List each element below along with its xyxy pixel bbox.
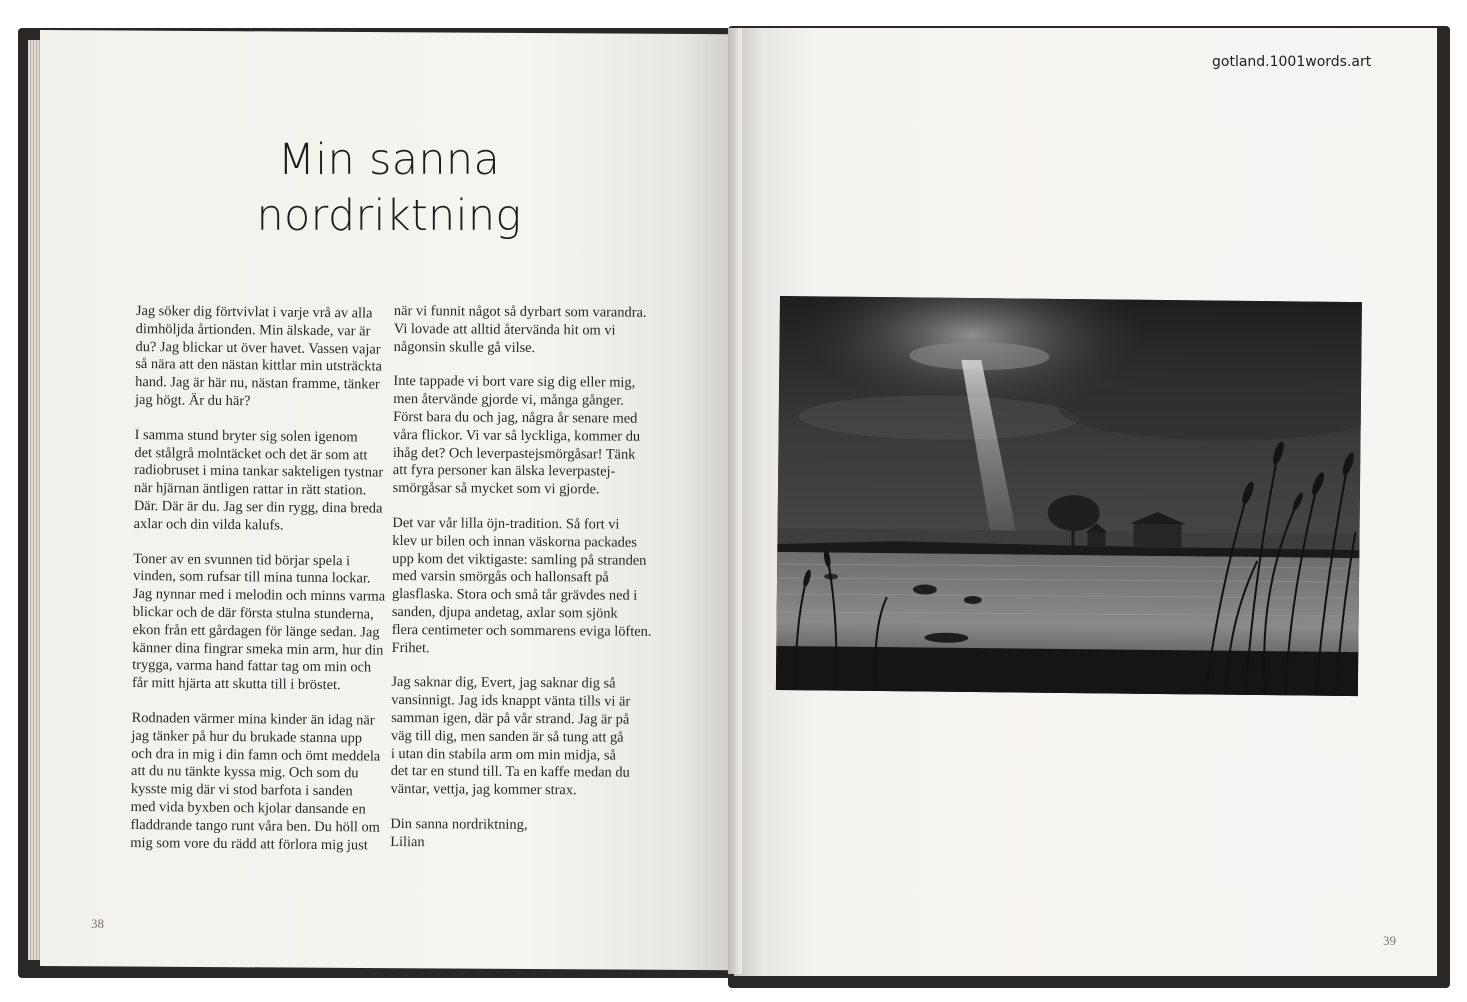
- page-title: [200, 132, 578, 244]
- text-line: Rodnaden värmer mina kinder än idag när: [131, 709, 375, 729]
- text-line: Lilian: [390, 833, 425, 850]
- text-line: så nära att den nästan kittlar min utsträckta: [135, 356, 382, 375]
- page-number-left: 38: [91, 916, 104, 931]
- text-line: vansinnigt. Jag ids knappt vänta tills vi är: [391, 692, 631, 710]
- text-line: smörgåsar så mycket som vi gjorde.: [392, 480, 600, 498]
- text-line: Din sanna nordriktning,: [390, 815, 528, 833]
- text-line: Jag nynnar med i melodin och minns varma: [132, 586, 386, 605]
- text-line: ihåg det? Och leverpastejsmörgåsar! Tänk: [392, 444, 636, 463]
- paragraph: [393, 373, 660, 499]
- text-line: jag tänker på hur du brukade stanna upp: [131, 727, 363, 747]
- text-line: väg till dig, men sanden är så tung att gå: [390, 727, 624, 746]
- text-line: trygga, varma hand fattar tag om min och: [132, 657, 372, 676]
- paragraph: [391, 674, 658, 800]
- paragraph: [130, 709, 381, 855]
- text-line: dimhöljda årtionden. Min älskade, var är: [135, 320, 371, 340]
- text-line: fladdrande tango runt våra ben. Du höll om: [130, 816, 380, 836]
- text-line: hand. Jag är här nu, nästan framme, tänker: [135, 374, 380, 393]
- text-line: får mitt hjärta att skutta till i bröstet.: [131, 675, 341, 694]
- text-line: i utan din stabila arm om min midja, så: [390, 745, 616, 764]
- book-gutter: [728, 28, 742, 974]
- text-line: kysste mig där vi stod barfota i sanden: [130, 781, 353, 800]
- text-line: när hjärnan äntligen rattar in rätt station.: [133, 480, 367, 499]
- text-line: mig som vore du rädd att förlora mig just: [130, 834, 368, 853]
- text-line: blickar och de där första stulna stunderna,: [132, 603, 374, 623]
- paragraph: [392, 515, 659, 659]
- text-line: sanden, djupa andetag, axlar som sjönk: [391, 603, 618, 622]
- text-line: du? Jag blickar ut över havet. Vassen vajar: [135, 338, 381, 358]
- text-line: men återvände gjorde vi, många gånger.: [393, 391, 624, 409]
- text-line: Där. Där är du. Jag ser din rygg, dina breda: [133, 497, 383, 517]
- text-column-left: [130, 303, 386, 872]
- text-line: axlar och din vilda kalufs.: [133, 515, 284, 534]
- text-column-right: [390, 303, 660, 870]
- paragraph: [134, 303, 382, 412]
- text-line: med varsin smörgås och hallonsaft på: [392, 568, 609, 586]
- text-line: Jag saknar dig, Evert, jag saknar dig så: [391, 674, 616, 692]
- text-line: någonsin skulle gå vilse.: [393, 338, 536, 356]
- text-line: Det var vår lilla öjn-tradition. Så fort vi: [392, 514, 620, 533]
- text-line: att fyra personer kan älska leverpastej-: [392, 462, 616, 480]
- paragraph: [394, 303, 660, 358]
- landscape-photo: [776, 296, 1362, 696]
- paragraph: [390, 816, 656, 853]
- text-line: flera centimeter och sommarens eviga löften.: [391, 621, 652, 640]
- text-line: samman igen, där på vår strand. Jag är på: [391, 709, 630, 728]
- text-line: väntar, vettja, jag kommer strax.: [390, 781, 577, 799]
- text-line: I samma stund bryter sig solen igenom: [134, 426, 358, 446]
- text-line: jag högt. Är du här?: [134, 391, 251, 410]
- text-line: upp kom det viktigaste: samling på stranden: [392, 550, 647, 569]
- site-url: gotland.1001words.art: [1212, 54, 1372, 70]
- text-line: med vida byxben och kjolar dansande en: [130, 798, 366, 818]
- text-line: och dra in mig i din famn och ömt meddela: [131, 745, 381, 765]
- text-line: Inte tappade vi bort vare sig dig eller mig,: [393, 373, 636, 392]
- paragraph: [133, 426, 384, 536]
- text-line: ekon från ett gårdagen för länge sedan. Jag: [132, 621, 380, 641]
- text-line: Toner av en svunnen tid börjar spela i: [133, 550, 351, 569]
- text-line: klev ur bilen och innan väskorna packades: [392, 532, 637, 551]
- text-line: Vi lovade att alltid återvända hit om vi: [393, 320, 616, 339]
- text-line: Frihet.: [391, 639, 430, 656]
- page-number-right: 39: [1383, 933, 1396, 948]
- text-line: Jag söker dig förtvivlat i varje vrå av alla: [135, 303, 373, 322]
- text-line: radiobruset i mina tankar sakteligen tystnar: [134, 462, 384, 481]
- text-line: det stålgrå molntäcket och det är som att: [134, 444, 368, 464]
- text-line: glasflaska. Stora och små tår grävdes ned i: [391, 586, 638, 604]
- text-line: när vi funnit något så dyrbart som varandra.: [393, 303, 647, 321]
- text-line: det tar en stund till. Ta en kaffe medan du: [390, 763, 630, 781]
- text-line: känner dina fingrar smeka min arm, hur din: [132, 639, 384, 659]
- text-line: att du nu tänkte kyssa mig. Och som du: [131, 763, 359, 782]
- text-line: våra flickor. Vi var så lyckliga, kommer du: [393, 426, 641, 445]
- title-line-1: Min sanna: [277, 135, 501, 185]
- title-line-2: nordriktning: [256, 191, 522, 241]
- paragraph: [131, 550, 386, 696]
- text-line: Först bara du och jag, några år senare med: [393, 408, 638, 427]
- text-line: vinden, som rufsar till mina tunna lockar.: [133, 568, 371, 587]
